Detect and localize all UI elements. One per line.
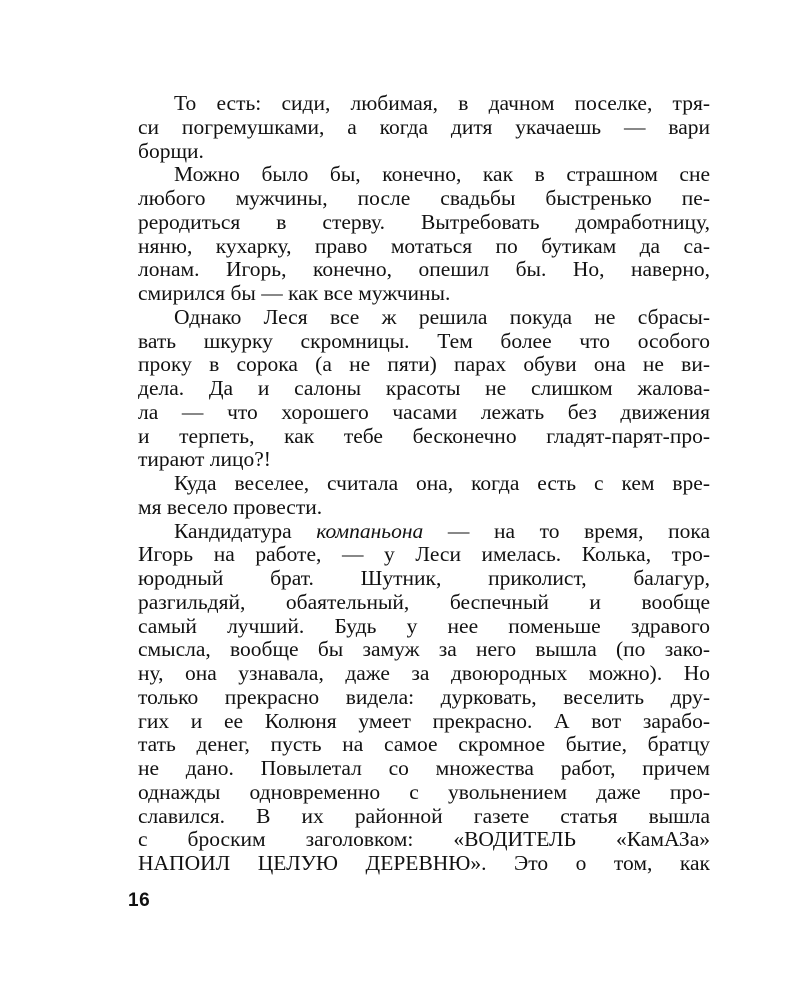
italic-word: компаньона: [316, 518, 424, 543]
text-line: юродный брат. Шутник, приколист, балагур,: [138, 566, 710, 590]
text-segment: Кандидатура: [174, 518, 317, 543]
text-line: лонам. Игорь, конечно, опешил бы. Но, наверно,: [138, 257, 710, 282]
text-line: смысла, вообще бы замуж за него вышла (по зако-: [138, 637, 710, 662]
text-line: борщи.: [138, 138, 204, 163]
text-segment: — на то время, пока: [423, 518, 710, 543]
text-line: не дано. Повылетал со множества работ, причем: [138, 756, 710, 780]
text-line: славился. В их районной газете статья вышла: [138, 803, 710, 828]
text-line: ну, она узнавала, даже за двоюродных можно). Но: [138, 661, 710, 685]
text-line: си погремушками, а когда дитя укачаешь — вари: [138, 114, 710, 139]
text-line: тирают лицо?!: [138, 447, 271, 472]
text-line: однажды одновременно с увольнением даже про-: [138, 779, 710, 804]
text-line: [138, 520, 710, 544]
text-line: няню, кухарку, право мотаться по бутикам да са-: [138, 233, 710, 258]
text-line: Игорь на работе, — у Леси имелась. Колька, тро-: [138, 542, 710, 567]
text-line: любого мужчины, после свадьбы быстренько пе-: [138, 186, 710, 210]
text-line: с броским заголовком: «ВОДИТЕЛЬ «КамАЗа»: [138, 827, 710, 852]
text-line: Куда веселее, считала она, когда есть с кем вре-: [174, 471, 710, 495]
text-line: НАПОИЛ ЦЕЛУЮ ДЕРЕВНЮ». Это о том, как: [138, 851, 710, 875]
text-line: разгильдяй, обаятельный, беспечный и вообще: [138, 589, 710, 614]
text-line: Можно было бы, конечно, как в страшном сне: [174, 162, 710, 187]
text-line: самый лучший. Будь у нее поменьше здравого: [138, 613, 710, 638]
text-line: То есть: сиди, любимая, в дачном поселке, тря-: [174, 91, 710, 115]
text-line: вать шкурку скромницы. Тем более что особого: [138, 328, 710, 353]
page-number: 16: [128, 890, 151, 911]
body-text: [138, 92, 710, 876]
text-line: мя весело провести.: [138, 494, 323, 519]
text-line: тать денег, пусть на самое скромное бытие, братцу: [138, 732, 710, 757]
text-line: реродиться в стерву. Вытребовать домработницу,: [138, 209, 710, 234]
text-line: проку в сорока (а не пяти) парах обуви она не ви-: [138, 352, 710, 377]
text-line: ла — что хорошего часами лежать без движения: [138, 399, 710, 424]
text-line: дела. Да и салоны красоты не слишком жалова-: [138, 376, 710, 400]
text-line: только прекрасно видела: дурковать, веселить дру-: [138, 684, 710, 709]
text-line: и терпеть, как тебе бесконечно гладят-парят-про-: [138, 423, 710, 448]
text-line: гих и ее Колюня умеет прекрасно. А вот зарабо-: [138, 708, 710, 733]
text-line: смирился бы — как все мужчины.: [138, 281, 451, 305]
text-line: Однако Леся все ж решила покуда не сбрасы-: [174, 304, 710, 329]
